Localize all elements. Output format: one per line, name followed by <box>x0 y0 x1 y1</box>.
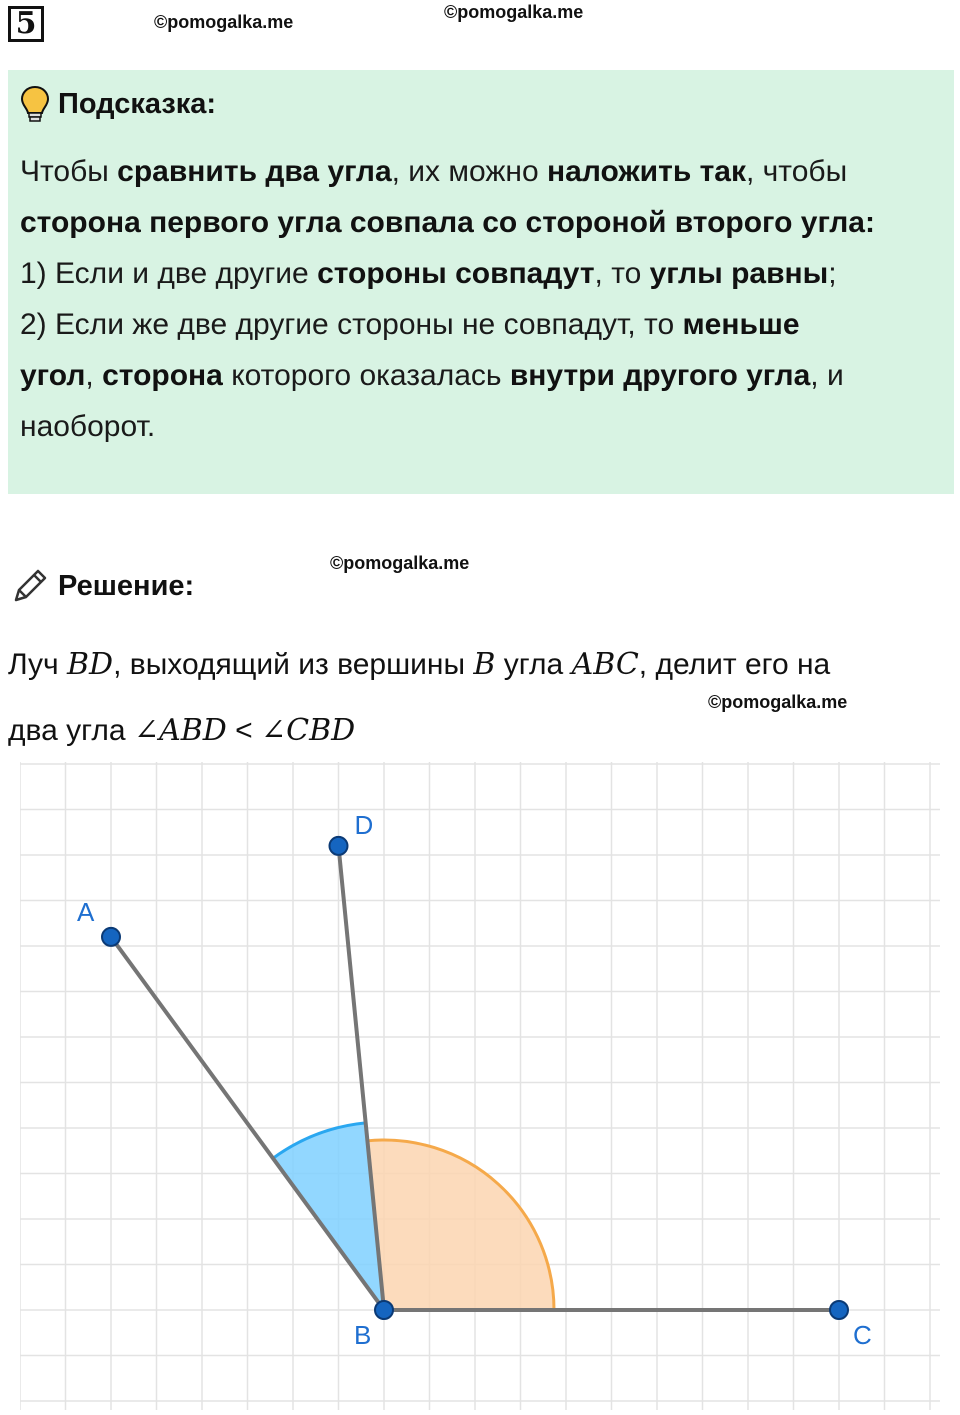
math-expression: B <box>473 647 496 682</box>
text: которого оказалась <box>222 359 510 392</box>
solution-line <box>8 632 948 698</box>
bold-text: стороны совпадут <box>317 257 595 290</box>
angle-cbd <box>367 1140 554 1310</box>
math-expression: BD <box>67 647 114 682</box>
bold-text: внутри другого угла <box>509 359 811 392</box>
bold-text: углы равны <box>649 257 829 290</box>
text: , их можно <box>391 155 548 188</box>
hint-line <box>20 299 942 350</box>
hint-body <box>20 146 942 452</box>
watermark: ©pomogalka.me <box>154 12 294 32</box>
bold-text: меньше <box>682 308 800 341</box>
text: , и <box>810 359 844 392</box>
hint-box <box>8 70 954 494</box>
math-expression: ∠CBD <box>261 713 356 748</box>
text: , <box>85 359 103 392</box>
hint-line <box>20 146 942 197</box>
text: , делит его на <box>638 648 831 681</box>
point-b <box>375 1301 393 1319</box>
watermark: ©pomogalka.me <box>444 2 584 22</box>
hint-line <box>20 248 942 299</box>
watermark: ©pomogalka.me <box>330 553 470 573</box>
bold-text: сравнить два угла <box>117 155 392 188</box>
point-a <box>102 928 120 946</box>
text: 2) Если же две другие стороны не совпадут, то <box>20 308 683 341</box>
text: Чтобы <box>20 155 118 188</box>
text: 1) Если и две другие <box>20 257 318 290</box>
hint-line <box>20 197 942 248</box>
angle-diagram <box>20 762 940 1410</box>
watermark: ©pomogalka.me <box>708 692 848 712</box>
math-expression: ∠ABD <box>133 713 227 748</box>
hint-line <box>20 401 942 452</box>
point-label-c: C <box>853 1320 872 1350</box>
point-d <box>330 837 348 855</box>
text: угла <box>495 648 572 681</box>
text: наоборот. <box>20 410 156 443</box>
text: , чтобы <box>746 155 848 188</box>
solution-header <box>10 566 194 606</box>
point-label-b: B <box>354 1320 372 1350</box>
point-label-a: A <box>77 896 95 927</box>
hint-header <box>20 80 942 128</box>
hint-line <box>20 350 942 401</box>
point-c <box>830 1301 848 1319</box>
bold-text: угол <box>20 359 86 392</box>
point-label-d: D <box>354 809 374 840</box>
text: два угла <box>8 714 134 747</box>
text: , выходящий из вершины <box>113 648 474 681</box>
text: ; <box>828 257 837 290</box>
bold-text: сторона первого угла совпала со стороной второго угла: <box>20 206 875 239</box>
text: Луч <box>8 648 67 681</box>
solution-title: Решение: <box>58 569 195 602</box>
lightbulb-icon <box>20 85 50 123</box>
bold-text: наложить так <box>547 155 746 188</box>
text: < <box>226 714 262 747</box>
math-expression: ABC <box>571 647 639 682</box>
task-number-badge: 5 <box>8 6 44 42</box>
hint-title: Подсказка: <box>58 87 217 120</box>
pencil-icon <box>10 566 50 606</box>
text: , то <box>594 257 650 290</box>
bold-text: сторона <box>102 359 223 392</box>
